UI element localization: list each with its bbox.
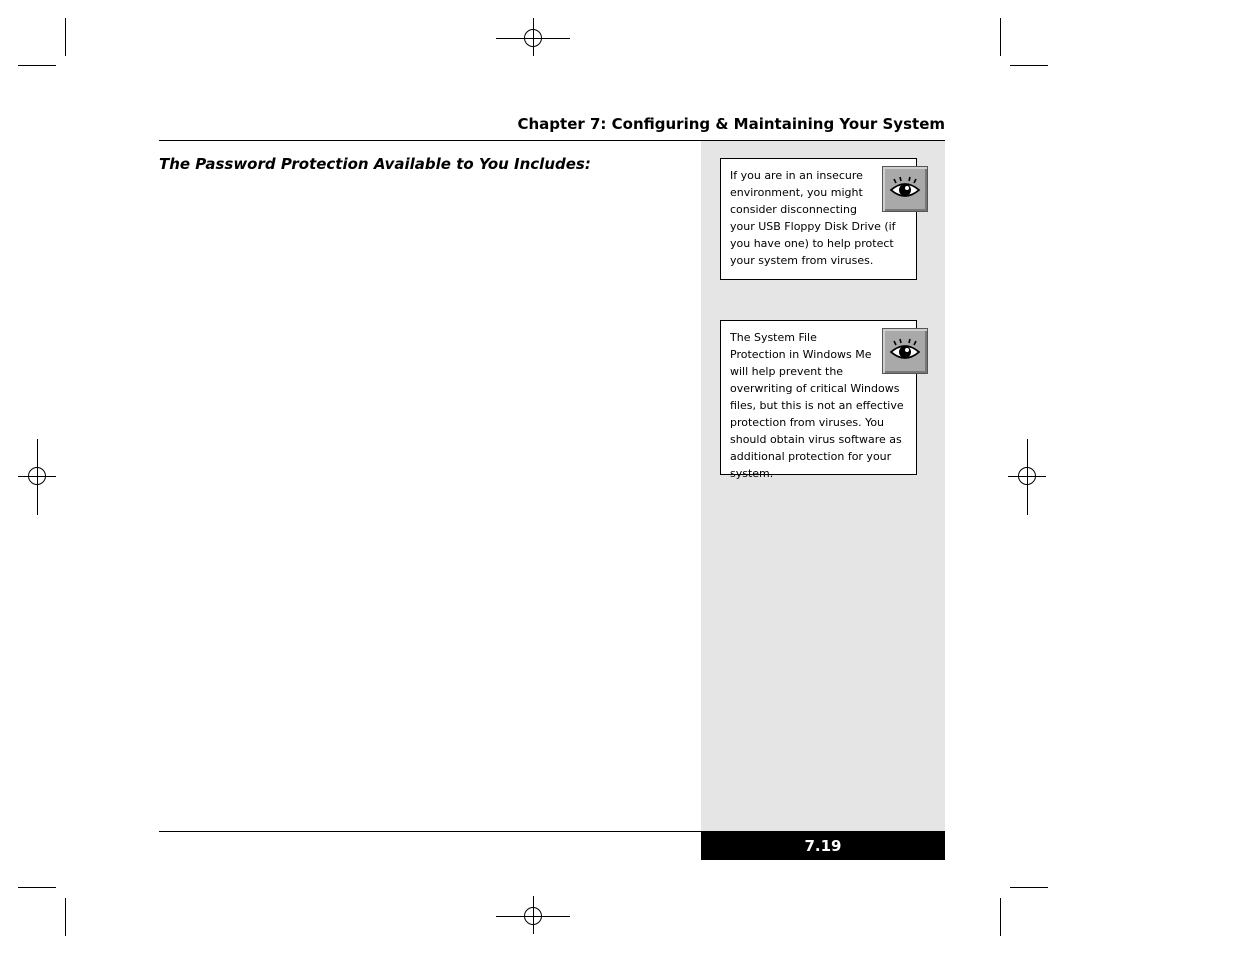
note-text: If you are in an insecure environment, you might consider disconnecting your USB Floppy Disk Drive (if you have one) to help protect your system from viruses. — [730, 169, 896, 267]
sidebar-note — [720, 158, 917, 280]
chapter-title: Chapter 7: Configuring & Maintaining Your System — [517, 115, 945, 133]
sidebar-note — [720, 320, 917, 480]
eye-icon — [882, 328, 928, 374]
section-heading: The Password Protection Available to You Includes: — [159, 155, 591, 173]
eye-icon — [882, 166, 928, 212]
note-text: The System File Protection in Windows Me will help prevent the overwriting of critical Windows files, but this is not an effective protection from viruses. You should obtain virus software as additional protection for your system. — [730, 331, 904, 480]
header-divider — [159, 140, 945, 141]
page-number: 7.19 — [701, 832, 945, 860]
